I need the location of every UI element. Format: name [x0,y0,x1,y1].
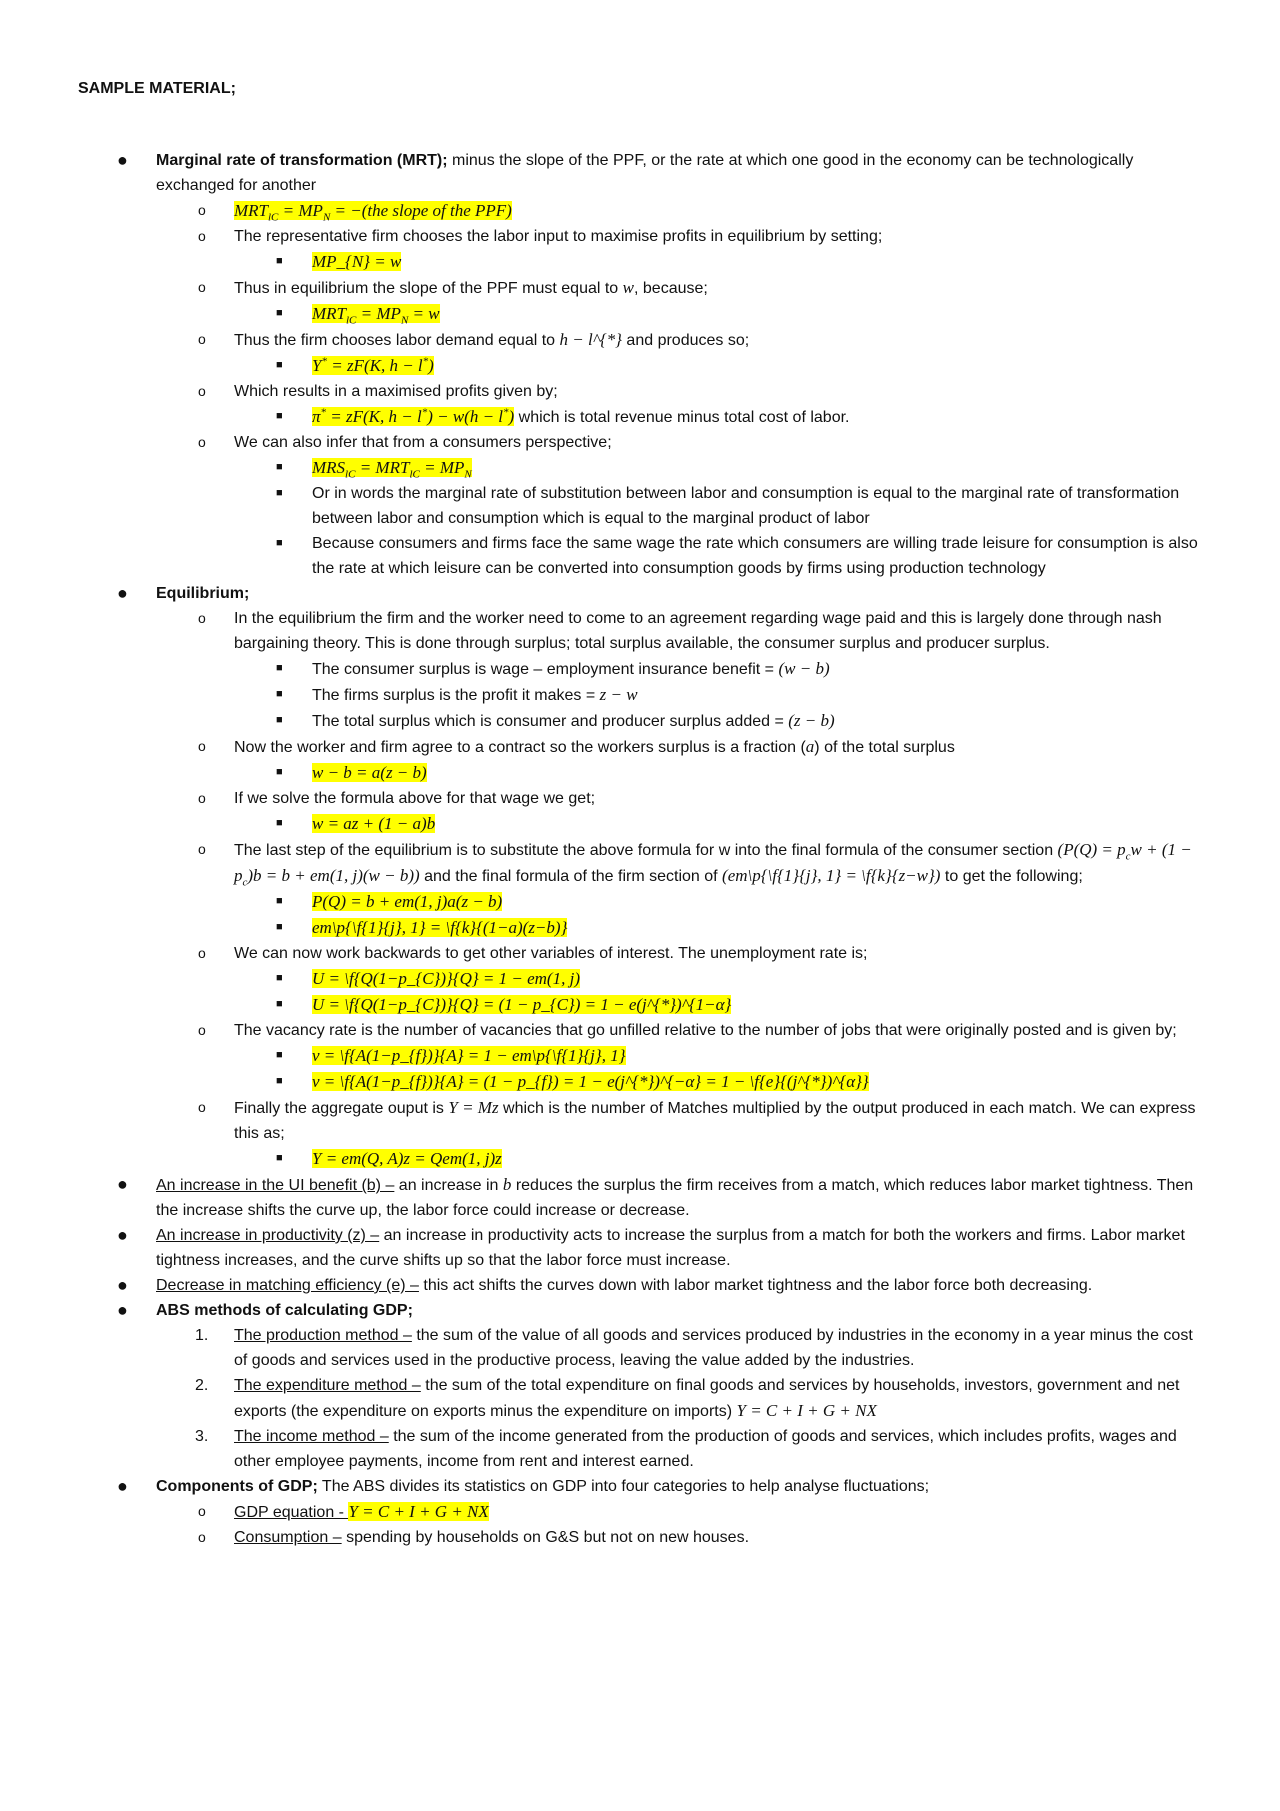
highlighted-formula: MP_{N} = w [312,252,402,271]
list-item-level-2 [0,198,1280,224]
list-item-level-2 [0,327,1280,353]
list-item-level-3 [0,708,1280,734]
inline-math: h − l^{*} [559,330,622,349]
text: The representative firm chooses the labor input to maximise profits in equilibrium by setting; [234,228,883,245]
bullet-icon: ■ [276,410,283,422]
underlined-term: The expenditure method – [234,1377,421,1394]
bullet-icon: ■ [276,255,283,267]
bullet-icon: ■ [276,461,283,473]
underlined-term: The income method – [234,1428,389,1445]
bullet-icon: ● [117,150,128,170]
bullet-icon: ■ [276,714,283,726]
subscript: N [464,468,472,481]
bullet-icon: ■ [276,998,283,1010]
text: Thus the firm chooses labor demand equal to [234,332,560,349]
subscript: lC [268,211,279,224]
subscript: N [400,314,409,327]
bullet-icon: ■ [276,1049,283,1061]
underlined-term: An increase in productivity (z) – [156,1227,380,1244]
inline-math: Y = Mz [448,1098,499,1117]
list-item-level-1 [0,1298,1280,1323]
bullet-icon: o [198,610,206,626]
text: Which results in a maximised profits given by; [234,383,558,400]
text: ) of the total surplus [814,739,955,756]
inline-math: a [805,737,815,756]
highlighted-formula: w − b = a(z − b) [312,763,427,782]
list-item-level-3 [0,481,1280,531]
list-item-level-3 [0,404,1280,430]
inline-math: w [622,278,634,297]
list-item-level-2 [0,379,1280,404]
inline-math: b [502,1175,512,1194]
list-item-level-3 [0,1069,1280,1095]
list-item-level-3 [0,353,1280,379]
text: The total surplus which is consumer and producer surplus added = [312,713,789,730]
list-item-level-2 [0,786,1280,811]
bullet-icon: o [198,1529,206,1545]
subscript: c [242,876,248,889]
text: The firms surplus is the profit it makes = [312,687,600,704]
inline-math: (w − b) [778,659,830,678]
bullet-icon: ■ [276,1152,283,1164]
list-item-level-2 [0,275,1280,301]
list-item-level-2 [0,734,1280,760]
list-item-level-3 [0,966,1280,992]
list-item-level-3 [0,455,1280,481]
superscript: * [321,355,327,368]
subscript: c [1125,850,1131,863]
list-item-level-1 [0,581,1280,606]
text: the sum of the value of all goods and services produced by industries in the economy in a year minus the cost of goods and services used in the productive process, leaving the value added by the industries. [234,1327,1193,1369]
bullet-icon: ● [117,1300,128,1320]
underlined-term: The production method – [234,1327,412,1344]
text: Thus in equilibrium the slope of the PPF must equal to [234,280,623,297]
list-number: 2. [195,1377,209,1394]
bullet-icon: o [198,434,206,450]
bullet-icon: ■ [276,921,283,933]
text: We can now work backwards to get other variables of interest. The unemployment rate is; [234,945,868,962]
subscript: N [322,211,331,224]
bullet-icon: o [198,202,206,218]
highlighted-formula: P(Q) = b + em(1, j)a(z − b) [312,892,503,911]
list-item-level-2 [0,606,1280,656]
inline-math: ($P(Q) = p_cw + (1 - p_c)b = b + em(1$, j)(w − b)) [234,840,1192,889]
text: an increase in [394,1177,503,1194]
bullet-icon: o [198,738,206,754]
inline-math: Y = C + I + G + NX [736,1401,877,1420]
bullet-icon: ■ [276,359,283,371]
highlighted-formula: U = \f{Q(1−p_{C})}{Q} = 1 − em(1, j) [312,969,580,988]
bullet-icon: o [198,331,206,347]
notes-list [0,148,1280,1550]
list-item-level-2 [0,1095,1280,1146]
bullet-icon: ■ [276,487,283,499]
bullet-icon: ● [117,1174,128,1194]
bullet-icon: ● [117,1275,128,1295]
text: which is total revenue minus total cost of labor. [514,409,850,426]
underlined-term: Consumption – [234,1529,342,1546]
bullet-icon: ■ [276,307,283,319]
list-item-level-1 [0,1223,1280,1273]
bullet-icon: o [198,1022,206,1038]
list-item-level-3 [0,531,1280,581]
underlined-term: An increase in the UI benefit (b) – [156,1177,395,1194]
bullet-icon: ■ [276,895,283,907]
text: Now the worker and firm agree to a contract so the workers surplus is a fraction ( [234,739,806,756]
list-item-level-1 [0,1172,1280,1223]
list-number: 3. [195,1428,209,1445]
superscript: * [421,406,428,419]
list-item-level-2 [0,1323,1280,1373]
bullet-icon: o [198,945,206,961]
list-number: 1. [195,1327,209,1344]
text: to get the following; [940,868,1083,885]
highlighted-formula: Y = C + I + G + NX [348,1502,489,1521]
list-item-level-3 [0,1146,1280,1172]
list-item-level-3 [0,1043,1280,1069]
subscript: lC [409,468,420,481]
bullet-icon: ● [117,583,128,603]
text: and the final formula of the firm section of [419,868,723,885]
underlined-term: Decrease in matching efficiency (e) – [156,1277,419,1294]
text: this act shifts the curves down with labor market tightness and the labor force both decreasing. [418,1277,1093,1294]
highlighted-formula: π* = zF(K, h − l*) − w(h − l*) [312,406,515,426]
highlighted-formula: $MRS_{lC} = MRT_{lC} = MP_N$ [312,458,472,481]
list-item-level-1 [0,1273,1280,1298]
list-item-level-3 [0,992,1280,1018]
list-item-level-1 [0,1474,1280,1499]
bullet-icon: o [198,841,206,857]
bullet-icon: o [198,1503,206,1519]
bullet-icon: o [198,383,206,399]
list-item-level-3 [0,760,1280,786]
text: , because; [634,280,708,297]
text: If we solve the formula above for that wage we get; [234,790,596,807]
text: the sum of the total expenditure on final goods and services by households, investors, government and net exports (the expenditure on exports minus the expenditure on imports) [234,1377,1180,1420]
text: Finally the aggregate ouput is [234,1100,449,1117]
inline-math: (z − b) [788,711,835,730]
list-item-level-2 [0,224,1280,249]
highlighted-formula: $MRT_{lC} = MP_N = -(the$ slope of the PPF) [234,201,512,224]
text: which is the number of Matches multiplied by the output produced in each match. We can express this as; [234,1100,1196,1142]
text: The consumer surplus is wage – employment insurance benefit = [312,661,779,678]
highlighted-formula: v = \f{A(1−p_{f})}{A} = 1 − em\p{\f{1}{j}, 1} [312,1046,626,1065]
bullet-icon: ■ [276,766,283,778]
underlined-term: GDP equation - [234,1504,349,1521]
superscript: * [422,355,429,368]
text: The vacancy rate is the number of vacancies that go unfilled relative to the number of jobs that were originally posted and is given by; [234,1022,1177,1039]
list-item-level-3 [0,682,1280,708]
list-item-level-2 [0,1499,1280,1525]
list-item-level-2 [0,941,1280,966]
bullet-icon: o [198,790,206,806]
text: In the equilibrium the firm and the worker need to come to an agreement regarding wage paid and this is largely done through nash bargaining theory. This is done through surplus; total surplus available, the consumer surplus and producer surplus. [234,610,1162,652]
highlighted-formula: v = \f{A(1−p_{f})}{A} = (1 − p_{f}) = 1 − e(j^{*})^{−α} = 1 − \f{e}{(j^{*})^{α}} [312,1072,869,1091]
bullet-icon: ● [117,1476,128,1496]
list-item-level-3 [0,811,1280,837]
inline-math: (em\p{\f{1}{j}, 1} = \f{k}{z−w}) [722,866,941,885]
text: the sum of the income generated from the production of goods and services, which includes profits, wages and other employee payments, income from rent and interest earned. [234,1428,1177,1470]
bullet-icon: ■ [276,662,283,674]
subscript: lC [345,468,356,481]
text: and produces so; [621,332,750,349]
bullet-icon: o [198,1099,206,1115]
bold-heading: ABS methods of calculating GDP; [156,1302,413,1319]
text: The last step of the equilibrium is to substitute the above formula for w into the final formula of the consumer section [234,842,1058,859]
text: Or in words the marginal rate of substitution between labor and consumption is equal to the marginal rate of transformation between labor and consumption which is equal to the marginal product of labor [312,485,1180,527]
document-title: SAMPLE MATERIAL; [78,80,236,97]
list-item-level-3 [0,656,1280,682]
bold-heading: Components of GDP; [156,1478,318,1495]
list-item-level-3 [0,249,1280,275]
superscript: * [320,406,327,419]
bullet-icon: ■ [276,817,283,829]
text: Because consumers and firms face the same wage the rate which consumers are willing trade leisure for consumption is also the rate at which leisure can be converted into consumption goods by firms using production technology [312,535,1198,577]
list-item-level-1 [0,148,1280,198]
list-item-level-2 [0,1525,1280,1550]
text: an increase in productivity acts to increase the surplus from a match for both the workers and firms. Labor market tightness increases, and the curve shifts up so that the labor force must increase. [156,1227,1185,1269]
superscript: * [503,406,509,419]
list-item-level-3 [0,301,1280,327]
highlighted-formula: U = \f{Q(1−p_{C})}{Q} = (1 − p_{C}) = 1 − e(j^{*})^{1−α} [312,995,732,1014]
list-item-level-2 [0,1018,1280,1043]
highlighted-formula: $MRT_{lC} = MP_N = w$ [312,304,440,327]
highlighted-formula: em\p{\f{1}{j}, 1} = \f{k}{(1−a)(z−b)} [312,918,568,937]
bullet-icon: ● [117,1225,128,1245]
highlighted-formula: Y* = zF(K, h − l*) [312,355,434,375]
list-item-level-2 [0,430,1280,455]
bold-heading: Equilibrium; [156,585,250,602]
bullet-icon: ■ [276,688,283,700]
bullet-icon: o [198,228,206,244]
subscript: lC [346,314,357,327]
text: minus the slope of the PPF, or the rate at which one good in the economy can be technologically exchanged for another [156,152,1134,194]
highlighted-formula: w = az + (1 − a)b [312,814,436,833]
list-item-level-2 [0,1373,1280,1424]
bullet-icon: ■ [276,537,283,549]
inline-math: z − w [599,685,638,704]
bullet-icon: o [198,279,206,295]
list-item-level-2 [0,837,1280,889]
highlighted-formula: Y = em(Q, A)z = Qem(1, j)z [312,1149,502,1168]
text: We can also infer that from a consumers perspective; [234,434,612,451]
bold-heading: Marginal rate of transformation (MRT); [156,152,448,169]
list-item-level-2 [0,1424,1280,1474]
list-item-level-3 [0,915,1280,941]
text: reduces the surplus the firm receives from a match, which reduces labor market tightness. Then the increase shifts the curve up, the labor force could increase or decrease. [156,1177,1194,1219]
bullet-icon: ■ [276,1075,283,1087]
text: The ABS divides its statistics on GDP into four categories to help analyse fluctuations; [317,1478,930,1495]
text: spending by households on G&S but not on new houses. [341,1529,750,1546]
bullet-icon: ■ [276,972,283,984]
list-item-level-3 [0,889,1280,915]
